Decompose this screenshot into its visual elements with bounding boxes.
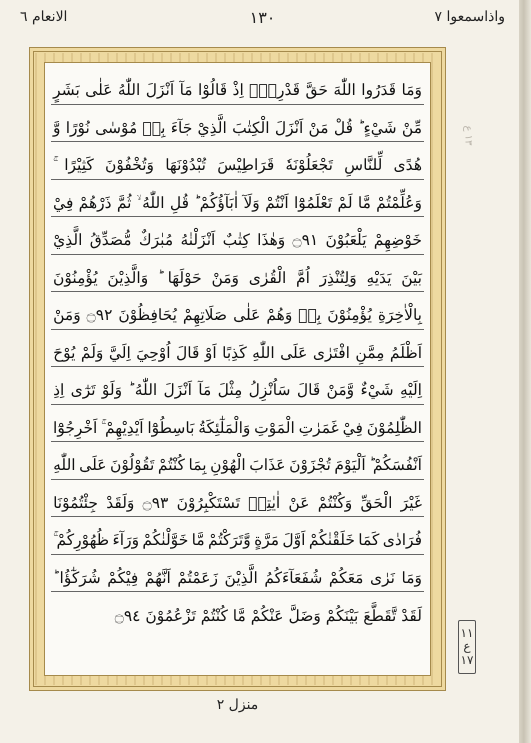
word: صَلَاتِهِمْ <box>182 306 228 324</box>
word: لَمْ <box>337 193 353 212</box>
word: نَرٰى <box>369 568 395 587</box>
word: مُبٰرَكٌ <box>138 231 174 249</box>
word: اللّٰهَ <box>333 81 356 99</box>
word: وَمَا <box>401 568 422 587</box>
word: ظُهُوْرِكُمْ <box>56 531 110 549</box>
word: يَلْعَبُوْنَ <box>325 231 367 249</box>
word: يَدَيْهِ <box>366 268 392 287</box>
word: مَآ <box>198 381 212 399</box>
word: فِيْ <box>53 193 74 212</box>
word: وَهُمْ <box>266 306 293 324</box>
word: وَلَآ <box>243 193 260 212</box>
word: نُوْرًا <box>65 118 90 137</box>
word: بَاسِطُوْٓا <box>147 418 195 437</box>
word: تَرٰٓى <box>70 381 96 399</box>
word: الْقُرٰى <box>248 268 287 287</box>
word: اٰيٰتِهٖ <box>248 493 281 512</box>
word: اللّٰهُ <box>142 193 165 212</box>
word: اللّٰهُ <box>117 81 141 99</box>
word: اَلْيَوْمَ <box>334 456 366 474</box>
word: اَنْتُمْ <box>265 193 289 212</box>
word: قَرَاطِيْسَ <box>217 156 275 174</box>
word: اٰبَآؤُكُمْ <box>199 193 239 212</box>
word: بَيْنَ <box>401 268 422 287</box>
word: اَنْزَلَ <box>145 81 175 99</box>
word: كِتٰبٌ <box>222 231 250 249</box>
word: اَنْزَلْنٰهُ <box>180 231 216 249</box>
word: لِّلنَّاسِ <box>344 156 383 174</box>
text-line <box>51 255 424 293</box>
word: يُؤْمِنُوْنَ <box>327 306 372 324</box>
word: عَلٰى <box>233 306 261 324</box>
word: بِالْاٰخِرَةِ <box>377 306 422 324</box>
ruku-count: ١٧ <box>460 652 474 667</box>
word: افْتَرٰى <box>312 343 350 362</box>
text-line: لَقَدْ تَّقَطَّعَ بَيْنَكُمْ وَضَلَّ عَنْكُمْ مَّا كُنْتُمْ تَزْعُمُوْنَ ۝٩٤ <box>114 607 422 625</box>
word: قَالُوْا <box>197 81 228 99</box>
word: عَلَى <box>79 456 107 474</box>
word: كُنْتُمْ <box>157 456 185 474</box>
word: مَآ <box>179 81 193 99</box>
word: مِمَّنِ <box>355 343 385 362</box>
text-line <box>51 367 424 405</box>
word: ۝٩٣ <box>142 493 169 512</box>
word: وَلَمْ <box>80 343 104 362</box>
word: جَآءَ <box>170 118 193 137</box>
word: الَّذِيْ <box>53 231 83 249</box>
word: عَنْ <box>288 493 310 512</box>
text-line <box>51 405 424 443</box>
ruku-number: ١١ <box>460 626 474 641</box>
word: وَرَآءَ <box>112 531 140 549</box>
word: مَّا <box>357 193 371 212</box>
text-line <box>51 442 424 480</box>
text-line <box>51 217 424 255</box>
word: وَهٰذَا <box>257 231 286 249</box>
word: اِذْ <box>232 81 244 99</box>
word: تَجْعَلُوْنَهٗ <box>285 156 333 174</box>
word: مَعَكُمْ <box>328 568 364 587</box>
word: غَمَرٰتِ <box>298 418 339 437</box>
word: قَدْرِهٖٓ <box>249 81 301 99</box>
page-header <box>20 4 505 30</box>
word: كَمَا <box>358 531 380 549</box>
word: زَعَمْتُمْ <box>177 568 219 587</box>
word: وَتُخْفُوْنَ <box>104 156 155 174</box>
word: شَيْءٍ <box>363 118 397 137</box>
word: اَنْزَلَ <box>274 118 304 137</box>
word: مَنْ <box>308 118 329 137</box>
text-line <box>51 180 424 218</box>
word: تَقُوْلُوْنَ <box>110 456 155 474</box>
word: عَذَابَ <box>249 456 286 474</box>
header-left-surah: الانعام ٦ <box>20 9 68 25</box>
text-line <box>51 292 424 330</box>
ruku-marker <box>458 620 476 674</box>
word: ۝٩٢ <box>86 306 113 324</box>
word: قُلِ <box>169 193 190 212</box>
word: وَمَنْ <box>211 268 240 287</box>
word: وَلِتُنْذِرَ <box>319 268 357 287</box>
text-panel <box>44 62 431 676</box>
word: خَوَّلْنٰكُمْ <box>142 531 189 549</box>
word: اللّٰهِ <box>252 343 275 362</box>
word: بِهٖ <box>298 306 322 324</box>
word: قَالَ <box>176 343 200 362</box>
word: وَلَقَدْ <box>106 493 135 512</box>
word: اَنْزَلَ <box>163 381 192 399</box>
word: الَّذِيْ <box>197 118 227 137</box>
word: يُؤْمِنُوْنَ <box>53 268 98 287</box>
page-edge <box>519 0 531 743</box>
word: اَيْدِيْهِمْ <box>104 418 144 437</box>
word: اِلَيْهِ <box>399 381 422 399</box>
word: مُوْسٰى <box>95 118 138 137</box>
text-line <box>51 142 424 180</box>
word: ۝٩١ <box>292 231 319 249</box>
word: اللّٰهِ <box>53 456 76 474</box>
word: بِمَا <box>188 456 207 474</box>
word: وَكُنْتُمْ <box>317 493 353 512</box>
word: وَّمَنْ <box>326 381 355 399</box>
word: الْحَقِّ <box>360 493 393 512</box>
word: ذَرْهُمْ <box>78 193 112 212</box>
word: فِيْكُمْ <box>107 568 139 587</box>
word: عَلٰى <box>85 81 113 99</box>
word: مِّنْ <box>401 118 422 137</box>
word: جِئْتُمُوْنَا <box>53 493 99 512</box>
text-line <box>51 555 424 593</box>
word: وَّتَرَكْتُمْ <box>208 531 251 549</box>
word: غَيْرَ <box>400 493 422 512</box>
word: قَدَرُوا <box>361 81 397 99</box>
word: حَقَّ <box>305 81 328 99</box>
word: فِيْ <box>342 418 363 437</box>
word: شَيْءٌ <box>360 381 394 399</box>
word: الْمَوْتِ <box>254 418 295 437</box>
word: يُوْحَ <box>53 343 76 362</box>
word: الْهُوْنِ <box>210 456 246 474</box>
word: اَوْ <box>204 343 217 362</box>
word: وَالَّذِيْنَ <box>107 268 149 287</box>
text-line <box>51 67 424 105</box>
word: يُحَافِظُوْنَ <box>118 306 177 324</box>
word: حَوْلَهَا <box>167 268 202 287</box>
word: سَاُنْزِلُ <box>248 381 291 399</box>
text-line <box>51 517 424 555</box>
word: الْكِتٰبَ <box>232 118 270 137</box>
word: وَلَوْ <box>101 381 123 399</box>
word: تَسْتَكْبِرُوْنَ <box>176 493 241 512</box>
word: بِهٖ <box>142 118 166 137</box>
word: اَنْفُسَكُمْ <box>372 456 422 474</box>
pencil-note: ١٣ ع <box>462 125 474 146</box>
word: اِلَيَّ <box>108 343 131 362</box>
word: خَوْضِهِمْ <box>373 231 422 249</box>
page-number: ١٣٠ <box>249 7 276 27</box>
word: عَلَى <box>280 343 308 362</box>
word: وَعُلِّمْتُمْ <box>376 193 422 212</box>
word: فُرَادٰى <box>382 531 422 549</box>
word: كَثِيْرًا <box>64 156 94 174</box>
text-line <box>51 330 424 368</box>
word: وَّ <box>53 118 61 137</box>
word: تُجْزَوْنَ <box>289 456 331 474</box>
word: وَمَا <box>401 81 422 99</box>
ruku-sign: ع <box>463 639 471 654</box>
word: كَذِبًا <box>222 343 247 362</box>
word: قُلْ <box>333 118 353 137</box>
header-right-juz: واذاسمعوا ٧ <box>434 9 505 25</box>
word: قَالَ <box>296 381 321 399</box>
word: اَخْرِجُوْٓا <box>53 418 98 437</box>
word: اَنَّهُمْ <box>144 568 171 587</box>
decorative-border <box>29 47 446 691</box>
word: اللّٰهُ <box>134 381 158 399</box>
word: ثُمَّ <box>116 193 132 212</box>
word: الَّذِيْنَ <box>224 568 258 587</box>
word: تَعْلَمُوْٓا <box>294 193 333 212</box>
word: تُبْدُوْنَهَا <box>165 156 206 174</box>
word: اُمَّ <box>295 268 310 287</box>
word: مُّصَدِّقُ <box>89 231 132 249</box>
word: شُفَعَآءَكُمُ <box>264 568 323 587</box>
word: شُرَكٰٓؤُا <box>59 568 101 587</box>
word: اَوَّلَ <box>282 531 306 549</box>
word: مَّا <box>191 531 205 549</box>
text-line <box>51 480 424 518</box>
text-line <box>51 105 424 143</box>
word: اُوْحِيَ <box>136 343 171 362</box>
word: اَظْلَمُ <box>389 343 422 362</box>
text-lines <box>51 67 424 669</box>
word: مِثْلَ <box>217 381 243 399</box>
word: خَلَقْنٰكُمْ <box>308 531 355 549</box>
word: بَشَرٍ <box>53 81 80 99</box>
word: الظّٰلِمُوْنَ <box>366 418 422 437</box>
word: مَرَّةٍ <box>254 531 280 549</box>
word: وَمَنْ <box>53 306 81 324</box>
word: هُدًى <box>393 156 422 174</box>
page-footer: منزل ٢ <box>216 697 259 713</box>
word: اِذِ <box>53 381 65 399</box>
word: وَالْمَلٰٓئِكَةُ <box>198 418 251 437</box>
